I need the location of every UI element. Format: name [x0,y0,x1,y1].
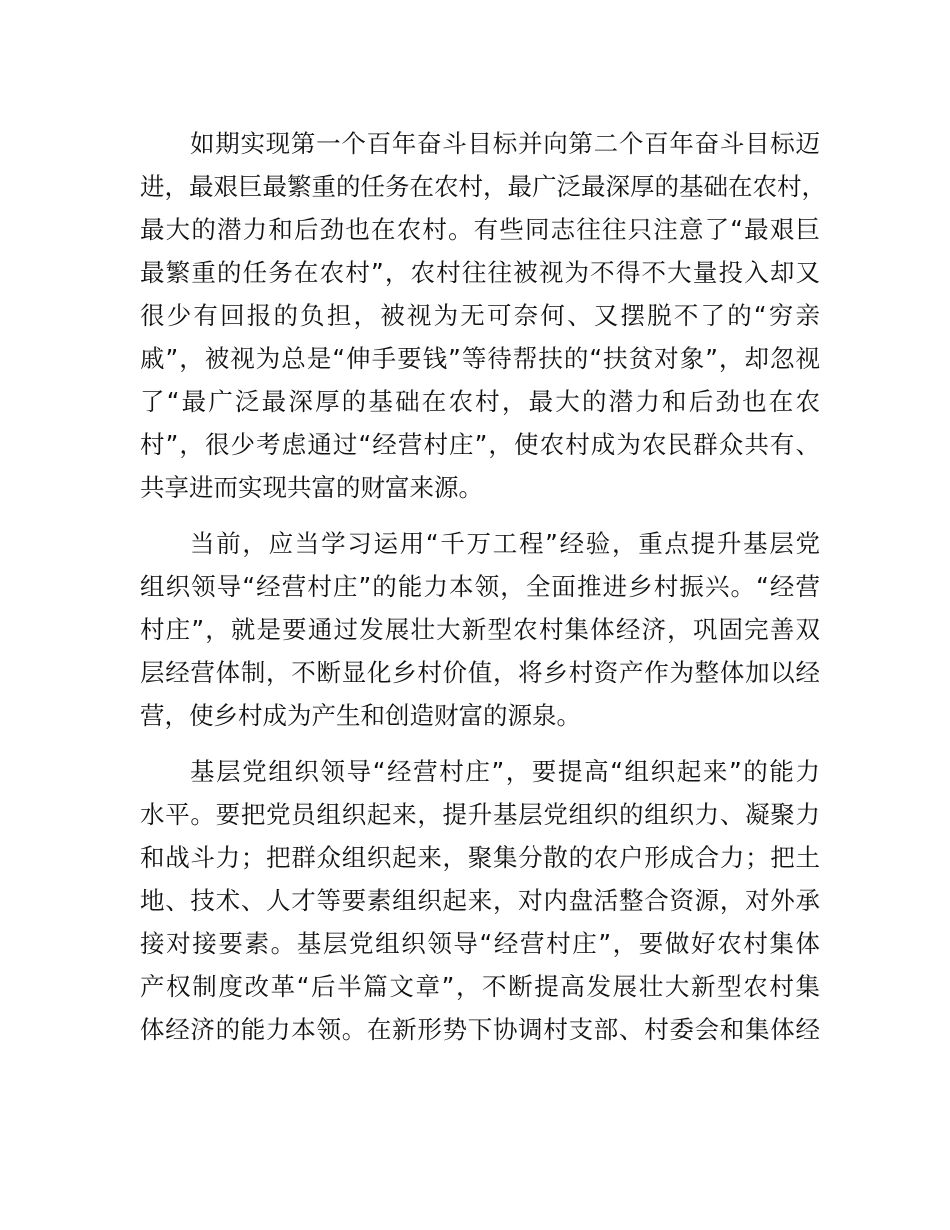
document-page [140,122,826,1064]
text-line: 村”，很少考虑通过“经营村庄”，使农村成为农民群众共有、 [140,430,820,459]
text-line: 很少有回报的负担，被视为无可奈何、又摆脱不了的“穷亲 [140,301,820,330]
text-line: 接对接要素。基层党组织领导“经营村庄”，要做好农村集体 [140,929,820,958]
text-line: 村庄”，就是要通过发展壮大新型农村集体经济，巩固完善双 [140,615,820,644]
text-line: 当前，应当学习运用“千万工程”经验，重点提升基层党 [190,529,820,558]
text-line: 最繁重的任务在农村”，农村往往被视为不得不大量投入却又 [140,258,820,287]
text-line: 如期实现第一个百年奋斗目标并向第二个百年奋斗目标迈 [190,129,820,158]
text-line: 体经济的能力本领。在新形势下协调村支部、村委会和集体经 [140,1015,820,1044]
text-line: 进，最艰巨最繁重的任务在农村，最广泛最深厚的基础在农村， [140,172,826,201]
text-line: 和战斗力；把群众组织起来，聚集分散的农户形成合力；把土 [140,843,820,872]
text-line: 营，使乡村成为产生和创造财富的源泉。 [140,701,581,730]
paragraph [140,122,826,509]
text-line: 最大的潜力和后劲也在农村。有些同志往往只注意了“最艰巨 [140,215,820,244]
text-line: 组织领导“经营村庄”的能力本领，全面推进乡村振兴。“经营 [140,572,820,601]
text-line: 产权制度改革“后半篇文章”，不断提高发展壮大新型农村集 [140,972,820,1001]
text-line: 了“最广泛最深厚的基础在农村，最大的潜力和后劲也在农 [140,387,820,416]
text-line: 地、技术、人才等要素组织起来，对内盘活整合资源，对外承 [140,886,820,915]
text-line: 戚”，被视为总是“伸手要钱”等待帮扶的“扶贫对象”，却忽视 [140,344,820,373]
paragraph [140,522,820,737]
text-line: 层经营体制，不断显化乡村价值，将乡村资产作为整体加以经 [140,658,820,687]
text-line: 共享进而实现共富的财富来源。 [140,473,483,502]
text-line: 水平。要把党员组织起来，提升基层党组织的组织力、凝聚力 [140,800,820,829]
paragraph [140,750,820,1051]
text-line: 基层党组织领导“经营村庄”，要提高“组织起来”的能力 [190,757,820,786]
